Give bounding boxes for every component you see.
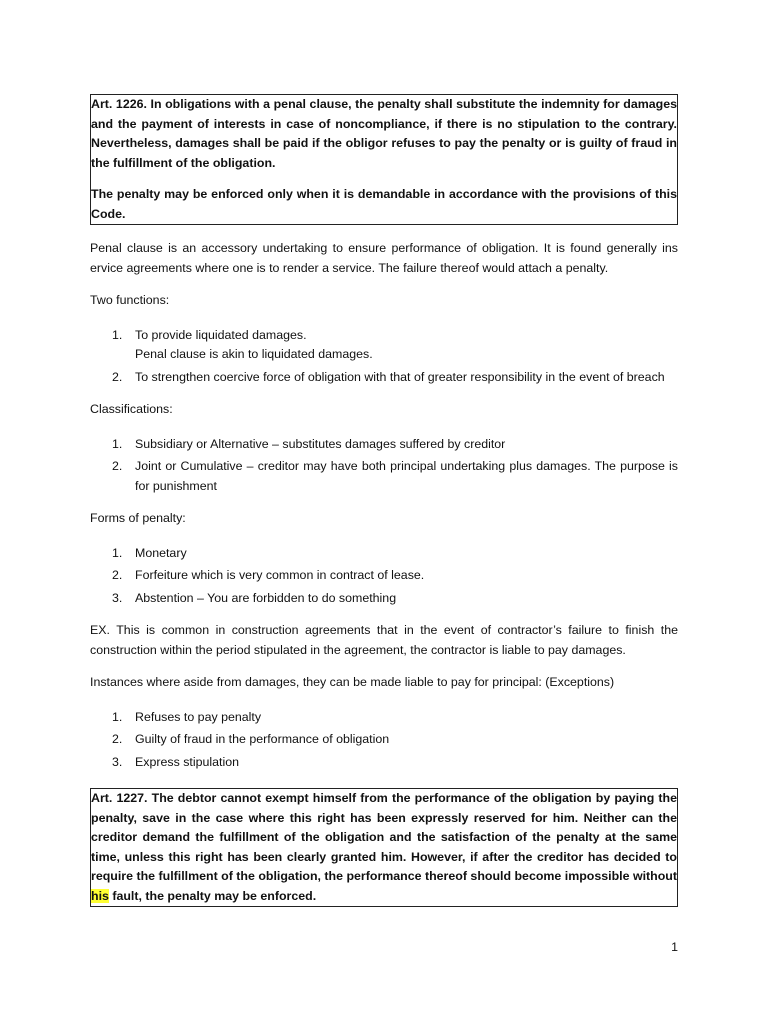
list-item (90, 566, 678, 586)
list-number: 2. (112, 369, 123, 384)
article-1226-text: Art. 1226. In obligations with a penal clause, the penalty shall substitute the indemnity for damages and the payment of interests in case of noncompliance, if there is no stipulation to the contrary. Nevertheless, damages shall be paid if the obligor refuses to pay the penalty or is guilty of fraud in the fulfillment of the obligation. (91, 97, 677, 170)
list-item-text: Guilty of fraud in the performance of obligation (135, 732, 390, 746)
list-item (90, 326, 678, 365)
list-item (90, 368, 678, 388)
forms-heading: Forms of penalty: (90, 511, 186, 525)
article-1226-penalty-text: The penalty may be enforced only when it is demandable in accordance with the provisions of this Code. (91, 187, 677, 221)
list-number: 1. (112, 327, 123, 342)
instances-list (90, 708, 678, 773)
list-item-subtext: Penal clause is akin to liquidated damages. (135, 347, 373, 361)
forms-list (90, 544, 678, 609)
article-1227-text-end: fault, the penalty may be enforced. (108, 888, 317, 903)
list-item (90, 457, 678, 496)
list-item-text: Express stipulation (135, 754, 239, 769)
list-number: 1. (112, 436, 123, 451)
list-item (90, 589, 678, 609)
list-item-text: Monetary (135, 545, 187, 560)
page-number: 1 (671, 940, 678, 954)
article-1226-box (90, 94, 678, 225)
list-number: 1. (112, 545, 123, 560)
list-number: 2. (112, 459, 123, 473)
functions-heading: Two functions: (90, 293, 170, 307)
list-item-text: To provide liquidated damages. (135, 327, 307, 342)
list-item (90, 753, 678, 773)
list-item (90, 708, 678, 728)
list-item (90, 544, 678, 564)
list-item (90, 730, 678, 750)
list-number: 3. (112, 590, 123, 605)
highlighted-word: his (91, 888, 109, 903)
list-item-text: Joint or Cumulative – creditor may have both principal undertaking plus damages. The purpose is for punishment (135, 459, 678, 493)
list-item (90, 435, 678, 455)
list-item-text: To strengthen coercive force of obligation with that of greater responsibility in the event of breach (135, 369, 665, 384)
list-item-text: Subsidiary or Alternative – substitutes damages suffered by creditor (135, 436, 506, 451)
list-number: 2. (112, 732, 123, 746)
list-item-text: Abstention – You are forbidden to do something (135, 590, 397, 605)
classifications-list (90, 435, 678, 497)
article-1227-text (91, 789, 677, 906)
list-number: 1. (112, 709, 123, 724)
classifications-heading: Classifications: (90, 402, 173, 416)
functions-list (90, 326, 678, 388)
instances-heading: Instances where aside from damages, they can be made liable to pay for principal: (Exceptions) (90, 675, 615, 689)
intro-paragraph: Penal clause is an accessory undertaking to ensure performance of obligation. It is found generally ins ervice agreements where one is to render a service. The failure thereof would attach a penalty. (90, 241, 678, 275)
example-paragraph: EX. This is common in construction agreements that in the event of contractor’s failure to finish the construction within the period stipulated in the agreement, the contractor is liable to pay damages. (90, 623, 678, 657)
article-1227-text-start: Art. 1227. The debtor cannot exempt himself from the performance of the obligation by paying the penalty, save in the case where this right has been expressly reserved for him. Neither can the creditor demand the fulfillment of the obligation and the satisfaction of the penalty at the same time, unless this right has been clearly granted him. However, if after the creditor has decided to require the fulfillment of the obligation, the performance thereof should become impossible without (91, 791, 677, 883)
list-item-text: Refuses to pay penalty (135, 709, 262, 724)
list-number: 3. (112, 754, 123, 769)
document-page (90, 94, 678, 907)
article-1227-box (90, 788, 678, 907)
list-item-text: Forfeiture which is very common in contract of lease. (135, 568, 425, 582)
list-number: 2. (112, 568, 123, 582)
